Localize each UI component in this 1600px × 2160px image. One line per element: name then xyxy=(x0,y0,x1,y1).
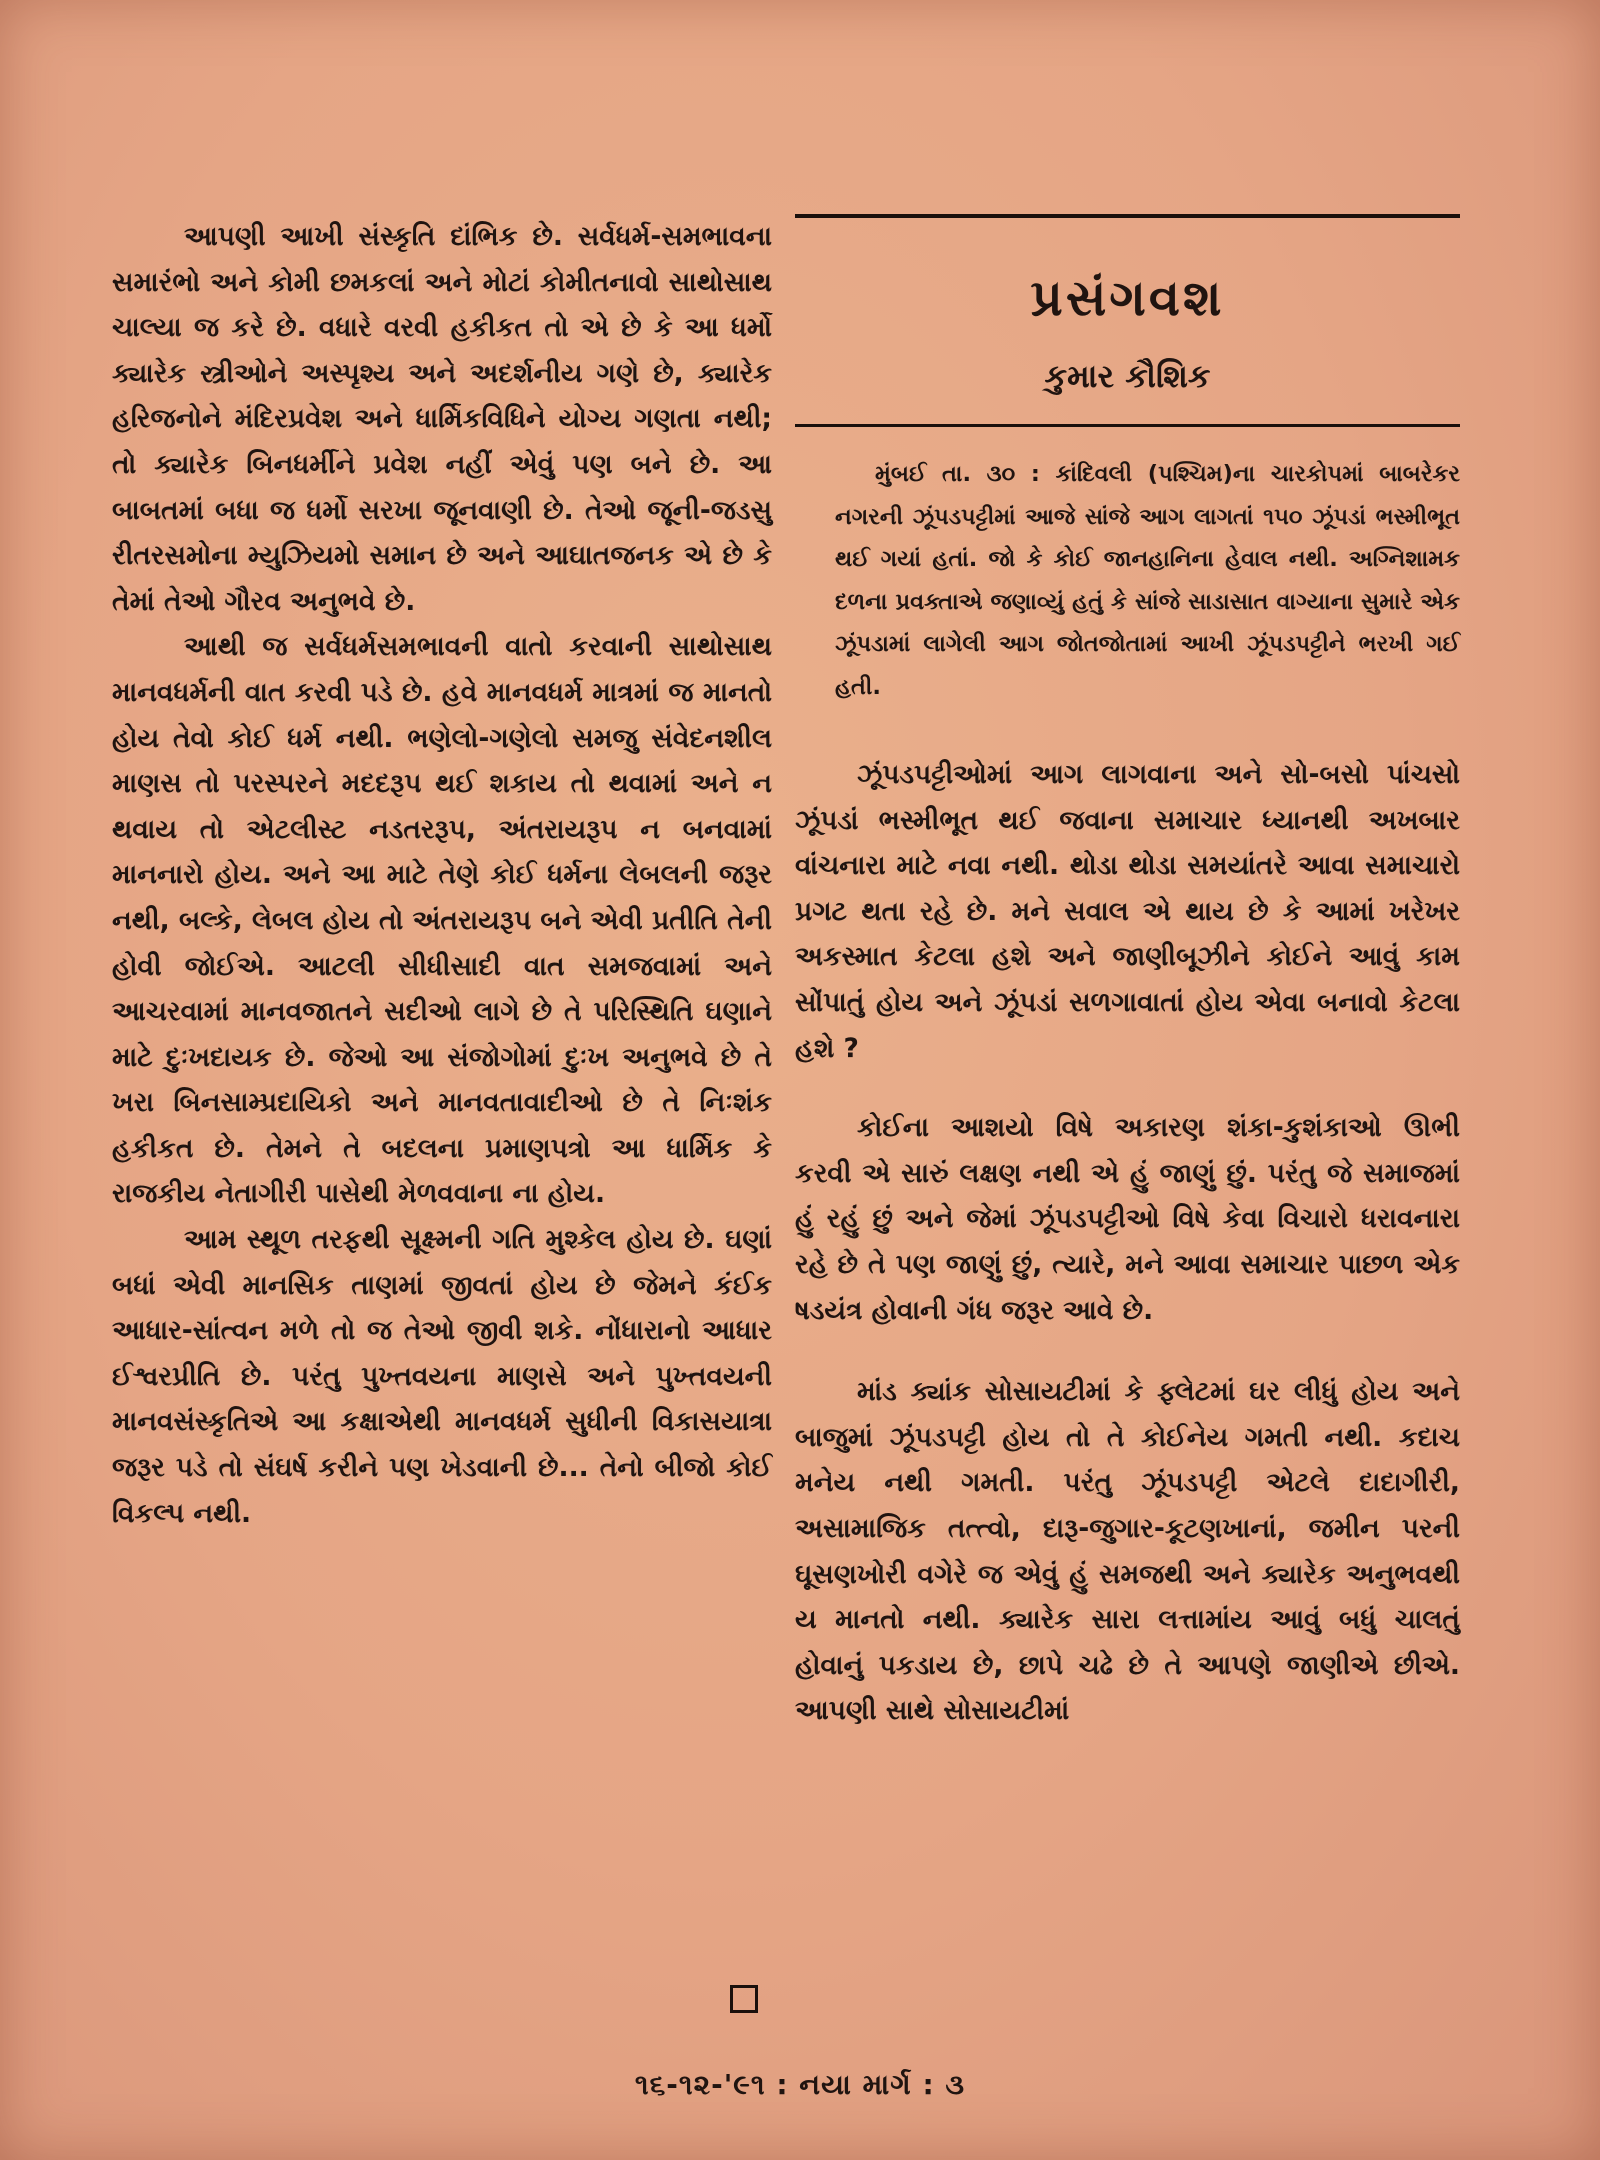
article-paragraph: ઝૂંપડપટ્ટીઓમાં આગ લાગવાના અને સો-બસો પાંચસો ઝૂંપડાં ભસ્મીભૂત થઈ જવાના સમાચાર ધ્યાનથી અખબાર વાંચનારા માટે નવા નથી. થોડા થોડા સમયાંતરે આવા સમાચારો પ્રગટ થતા રહે છે. મને સવાલ એ થાય છે કે આમાં ખરેખર અકસ્માત કેટલા હશે અને જાણીબૂઝીને કોઈને આવું કામ સોંપાતું હોય અને ઝૂંપડાં સળગાવાતાં હોય એવા બનાવો કેટલા હશે ? xyxy=(795,759,1460,1064)
article-paragraph: કોઈના આશયો વિષે અકારણ શંકા-કુશંકાઓ ઊભી કરવી એ સારું લક્ષણ નથી એ હું જાણું છું. પરંતુ જે સમાજમાં હું રહું છું અને જેમાં ઝૂંપડપટ્ટીઓ વિષે કેવા વિચારો ધરાવનારા રહે છે તે પણ જાણું છું, ત્યારે, મને આવા સમાચાર પાછળ એક ષડયંત્ર હોવાની ગંધ જરૂર આવે છે. xyxy=(795,1112,1460,1326)
article-paragraph: આથી જ સર્વધર્મસમભાવની વાતો કરવાની સાથોસાથ માનવધર્મની વાત કરવી પડે છે. હવે માનવધર્મ માત્રમાં જ માનતો હોય તેવો કોઈ ધર્મ નથી. ભણેલો-ગણેલો સમજુ સંવેદનશીલ માણસ તો પરસ્પરને મદદરૂપ થઈ શકાય તો થવામાં અને ન થવાય તો એટલીસ્ટ નડતરરૂપ, અંતરાયરૂપ ન બનવામાં માનનારો હોય. અને આ માટે તેણે કોઈ ધર્મના લેબલની જરૂર નથી, બલ્કે, લેબલ હોય તો અંતરાયરૂપ બને એવી પ્રતીતિ તેની હોવી જોઈએ. આટલી સીધીસાદી વાત સમજવામાં અને આચરવામાં માનવજાતને સદીઓ લાગે છે તે પરિસ્થિતિ ઘણાને માટે દુઃખદાયક છે. જેઓ આ સંજોગોમાં દુઃખ અનુભવે છે તે ખરા બિનસામ્પ્રદાયિકો અને માનવતાવાદીઓ છે તે નિઃશંક હકીકત છે. તેમને તે બદલના પ્રમાણપત્રો આ ધાર્મિક કે રાજકીય નેતાગીરી પાસેથી મેળવવાના ના હોય. xyxy=(112,631,772,1210)
news-item: મુંબઈ તા. ૩૦ : કાંદિવલી (પશ્ચિમ)ના ચારકોપમાં બાબરેકર નગરની ઝૂંપડપટ્ટીમાં આજે સાંજે આગ લાગતાં ૧૫૦ ઝૂંપડાં ભસ્મીભૂત થઈ ગયાં હતાં. જો કે કોઈ જાનહાનિના હેવાલ નથી. અગ્નિશામક દળના પ્રવક્તાએ જણાવ્યું હતું કે સાંજે સાડાસાત વાગ્યાના સુમારે એક ઝૂંપડામાં લાગેલી આગ જોતજોતામાં આખી ઝૂંપડપટ્ટીને ભરખી ગઈ હતી. xyxy=(835,461,1460,700)
end-of-article-mark xyxy=(730,1985,758,2013)
page-footer: ૧૬-૧૨-'૯૧ : નયા માર્ગ : ૩ xyxy=(634,2068,966,2101)
left-column xyxy=(112,214,772,1536)
author-byline: કુમાર કૌશિક xyxy=(1044,357,1211,395)
article-paragraph: આમ સ્થૂળ તરફથી સૂક્ષ્મની ગતિ મુશ્કેલ હોય છે. ઘણાં બધાં એવી માનસિક તાણમાં જીવતાં હોય છે જેમને કંઈક આધાર-સાંત્વન મળે તો જ તેઓ જીવી શકે. નોંધારાનો આધાર ઈશ્વરપ્રીતિ છે. પરંતુ પુખ્તવયના માણસે અને પુખ્તવયની માનવસંસ્કૃતિએ આ કક્ષાએથી માનવધર્મ સુધીની વિકાસયાત્રા જરૂર પડે તો સંઘર્ષ કરીને પણ ખેડવાની છે... તેનો બીજો કોઈ વિકલ્પ નથી. xyxy=(112,1224,772,1529)
header-rule xyxy=(795,424,1460,427)
right-column xyxy=(795,214,1460,1734)
top-rule xyxy=(795,214,1460,218)
column-headline: પ્રસંગવશ xyxy=(1030,269,1225,327)
article-paragraph: આપણી આખી સંસ્કૃતિ દાંભિક છે. સર્વધર્મ-સમભાવના સમારંભો અને કોમી છમકલાં અને મોટાં કોમીતનાવો સાથોસાથ ચાલ્યા જ કરે છે. વધારે વરવી હકીકત તો એ છે કે આ ધર્મો ક્યારેક સ્ત્રીઓને અસ્પૃશ્ય અને અદર્શનીય ગણે છે, ક્યારેક હરિજનોને મંદિરપ્રવેશ અને ધાર્મિકવિધિને યોગ્ય ગણતા નથી; તો ક્યારેક બિનધર્મીને પ્રવેશ નહીં એવું પણ બને છે. આ બાબતમાં બધા જ ધર્મો સરખા જૂનવાણી છે. તેઓ જૂની-જડસુ રીતરસમોના મ્યુઝિયમો સમાન છે અને આઘાતજનક એ છે કે તેમાં તેઓ ગૌરવ અનુભવે છે. xyxy=(112,221,772,617)
article-paragraph: માંડ ક્યાંક સોસાયટીમાં કે ફ્લેટમાં ઘર લીધું હોય અને બાજુમાં ઝૂંપડપટ્ટી હોય તો તે કોઈનેય ગમતી નથી. કદાચ મનેય નથી ગમતી. પરંતુ ઝૂંપડપટ્ટી એટલે દાદાગીરી, અસામાજિક તત્ત્વો, દારૂ-જુગાર-કૂટણખાનાં, જમીન પરની ઘૂસણખોરી વગેરે જ એવું હું સમજથી અને ક્યારેક અનુભવથી ય માનતો નથી. ક્યારેક સારા લત્તામાંય આવું બધું ચાલતું હોવાનું પકડાય છે, છાપે ચઢે છે તે આપણે જાણીએ છીએ. આપણી સાથે સોસાયટીમાં xyxy=(795,1376,1460,1727)
